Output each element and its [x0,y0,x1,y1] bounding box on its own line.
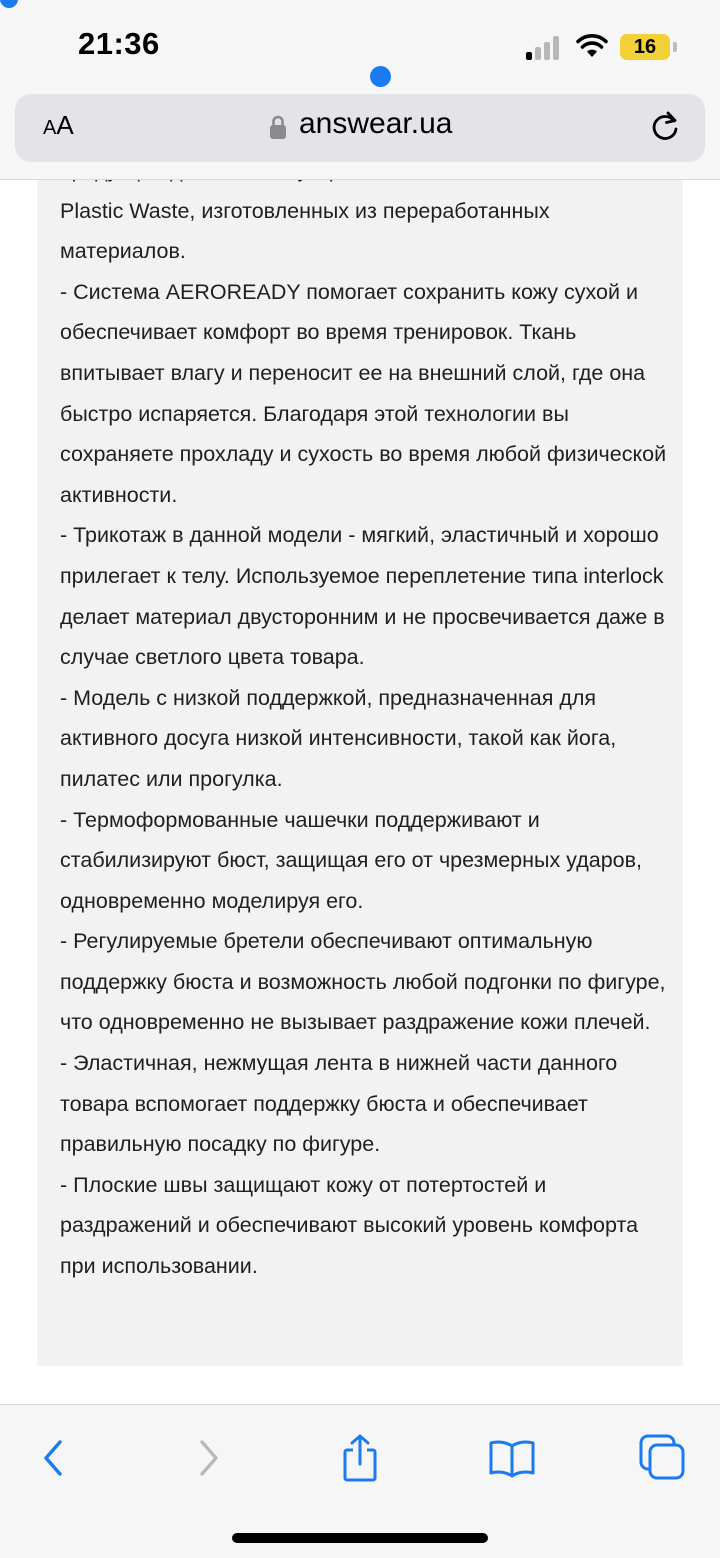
browser-toolbar [0,1404,720,1558]
description-paragraph: Plastic Waste, изготовленных из переработанных материалов. [60,198,550,264]
forward-button[interactable] [184,1433,234,1483]
status-bar [0,0,720,90]
bookmarks-icon [488,1438,536,1478]
description-paragraph: - Термоформованные чашечки поддерживают и стабилизируют бюст, защищая его от чрезмерных ударов, одновременно моделируя его. [60,807,643,913]
forward-icon [194,1438,224,1478]
back-icon [38,1438,68,1478]
home-indicator[interactable] [232,1533,488,1543]
page-content [0,180,720,1404]
top-chrome [0,0,720,180]
description-paragraph: - Модель с низкой поддержкой, предназначенная для активного досуга низкой интенсивности, такой как йога, пилатес или прогулка. [60,685,617,791]
privacy-indicator-dot [370,66,391,87]
address-bar[interactable] [15,94,705,162]
page-settings-button[interactable] [43,110,74,146]
tabs-icon [638,1433,688,1483]
back-button[interactable] [28,1433,78,1483]
share-icon [340,1433,380,1483]
tabs-button[interactable] [638,1433,688,1483]
lock-icon [269,113,287,141]
description-paragraph: - Эластичная, нежмущая лента в нижней части данного товара вспомогает поддержку бюста и обеспечивает правильную посадку по фигуре. [60,1051,618,1157]
description-paragraph: - Регулируемые бретели обеспечивают оптимальную поддержку бюста и возможность любой подгонки по фигуре, что одновременно не вызывает раздражение кожи плечей. [60,929,666,1035]
battery-cap [673,42,677,52]
reload-icon[interactable] [648,110,682,144]
cellular-signal-icon [526,36,562,60]
url-text[interactable]: answear.ua [299,107,453,140]
product-description [60,150,670,1287]
aa-large-label: A [56,110,74,140]
description-paragraph: - Плоские швы защищают кожу от потертостей и раздражений и обеспечивают высокий уровень комфорта при использовании. [60,1172,639,1279]
bookmarks-button[interactable] [487,1433,537,1483]
description-paragraph: - Трикотаж в данной модели - мягкий, эластичный и хорошо прилегает к телу. Используемое переплетение типа interlock делает материал двусторонним и не просвечивается даже в случае светлого цвета товара. [60,523,665,670]
battery-level: 16 [633,35,657,58]
status-time: 21:36 [78,26,160,61]
aa-small-label: A [43,117,57,139]
description-paragraph: - Система AEROREADY помогает сохранить кожу сухой и обеспечивает комфорт во время тренировок. Ткань впитывает влагу и переносит ее на внешний слой, где она быстро испаряется. Благодаря этой технологии вы сохраняете прохладу и сухость во время любой физической активности. [60,279,667,507]
wifi-icon [576,33,608,59]
share-button[interactable] [335,1433,385,1483]
battery-indicator [620,34,670,60]
